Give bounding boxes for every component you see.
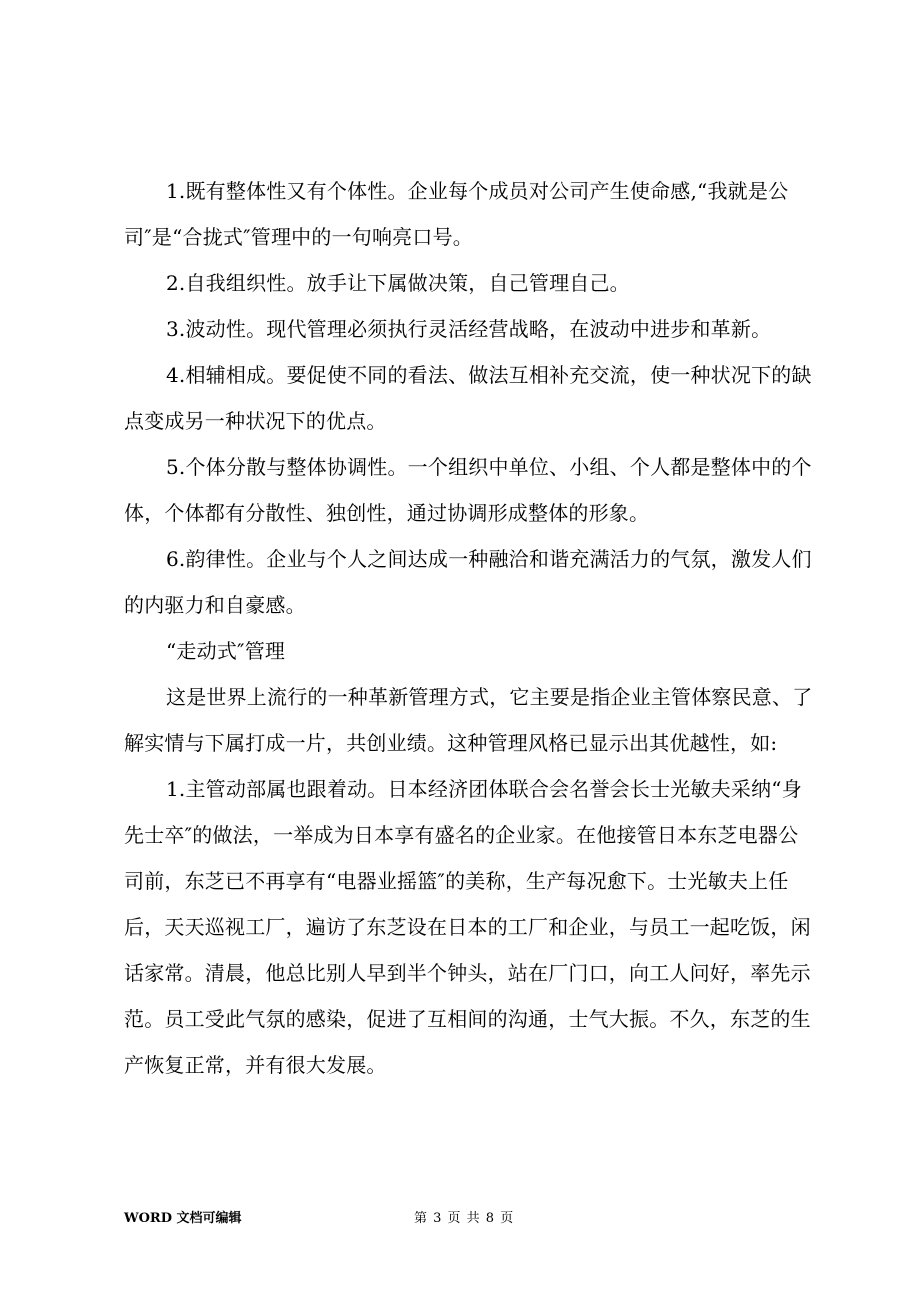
footer-page-number: 第 3 页 共 8 页 <box>414 1211 515 1226</box>
paragraph-7: 这是世界上流行的一种革新管理方式，它主要是指企业主管体察民意、了解实情与下属打成一片，共创业绩。这种管理风格已显示出其优越性，如: <box>124 685 813 755</box>
paragraph-2: 2.自我组织性。放手让下属做决策，自己管理自己。 <box>166 271 630 295</box>
paragraph-8: 1.主管动部属也跟着动。日本经济团体联合会名誉会长士光敏夫采纳“身先士卒″的做法，一举成为日本享有盛名的企业家。在他接管日本东芝电器公司前，东芝已不再享有“电器业摇篮″的美称，生产每况愈下。士光敏夫上任后，天天巡视工厂，遍访了东芝设在日本的工厂和企业，与员工一起吃饭，闲话家常。清晨，他总比别人早到半个钟头，站在厂门口，向工人问好，率先示范。员工受此气氛的感染，促进了互相间的沟通，士气大振。不久，东芝的生产恢复正常，并有很大发展。 <box>124 777 811 1077</box>
paragraph-3: 3.波动性。现代管理必须执行灵活经营战略，在波动中进步和革新。 <box>166 317 772 341</box>
paragraph-1: 1.既有整体性又有个体性。企业每个成员对公司产生使命感,“我就是公司″是“合拢式″管理中的一句响亮口号。 <box>124 179 789 249</box>
page-footer <box>124 1207 814 1229</box>
footer-editable-note: WORD 文档可编辑 <box>124 1211 242 1226</box>
paragraph-5: 5.个体分散与整体协调性。一个组织中单位、小组、个人都是整体中的个体，个体都有分散性、独创性，通过协调形成整体的形象。 <box>124 455 812 525</box>
document-body <box>124 168 814 1088</box>
paragraph-6: 6.韵律性。企业与个人之间达成一种融洽和谐充满活力的气氛，激发人们的内驱力和自豪感。 <box>124 547 812 617</box>
section-heading: “走动式″管理 <box>166 639 286 663</box>
paragraph-4: 4.相辅相成。要促使不同的看法、做法互相补充交流，使一种状况下的缺点变成另一种状况下的优点。 <box>124 363 812 433</box>
